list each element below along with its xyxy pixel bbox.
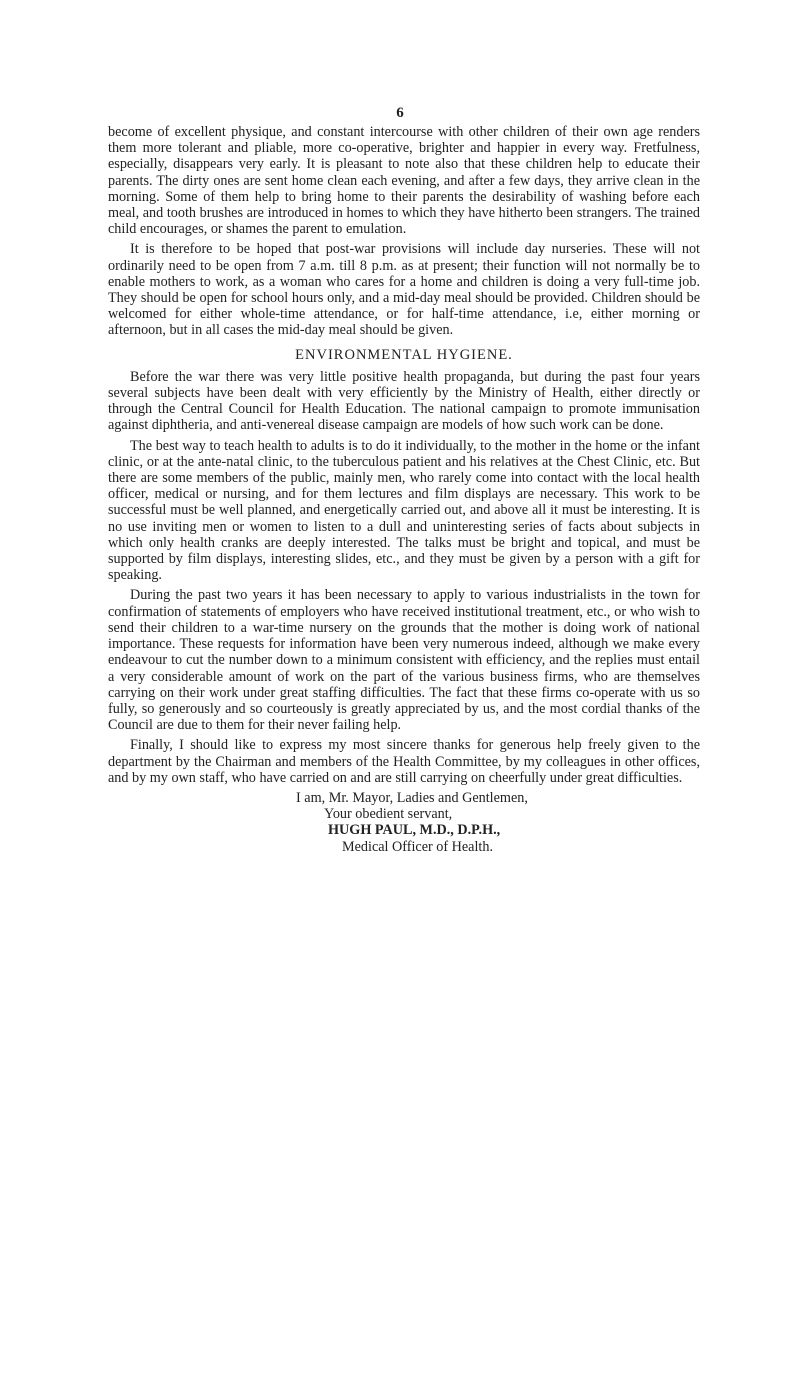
valediction: Your obedient servant, — [324, 806, 453, 823]
signatory-title: Medical Officer of Health. — [342, 838, 494, 855]
paragraph: become of excellent physique, and constant intercourse with other children of their own age renders them more tolerant and pliable, more co-operative, brighter and happier in every way. Fretfulness, especially, disappears very early. It is pleasant to note also that these children help to educate their parents. The dirty ones are sent home clean each evening, and after a few days, they arrive clean in the morning. Some of them help to bring home to their parents the desirability of washing before each meal, and tooth brushes are introduced in homes to which they have hitherto been strangers. The trained child encourages, or shames the parent to emulation. — [108, 124, 700, 238]
paragraph: Before the war there was very little positive health propaganda, but during the past four years several subjects have been dealt with very efficiently by the Ministry of Health, either directly or through the Central Council for Health Education. The national campaign to promote immunisation against diphtheria, and anti-venereal disease campaign are models of how such work can be done. — [108, 368, 700, 434]
paragraph: Finally, I should like to express my most sincere thanks for generous help freely given to the department by the Chairman and members of the Health Committee, by my colleagues in other offices, and by my own staff, who have carried on and are still carrying on cheerfully under great difficulties. — [108, 737, 700, 786]
page-number: 6 — [396, 105, 404, 121]
paragraph: The best way to teach health to adults is to do it individually, to the mother in the home or the infant clinic, or at the ante-natal clinic, to the tuberculous patient and his relatives at the Chest Clinic, etc. But there are some members of the public, mainly men, who rarely come into contact with the local health officer, medical or nursing, and for them lectures and film displays are necessary. This work to be successful must be well planned, and energetically carried out, and above all it must be interesting. It is no use inviting men or women to listen to a dull and uninteresting series of facts about subjects in which only health cranks are deeply interested. The talks must be bright and topical, and must be supported by film displays, interesting slides, etc., and they must be given by a person with a gift for speaking. — [108, 437, 700, 584]
salutation: I am, Mr. Mayor, Ladies and Gentlemen, — [296, 789, 528, 806]
report-body — [108, 124, 700, 855]
section-heading: ENVIRONMENTAL HYGIENE. — [295, 346, 513, 363]
signatory-name: HUGH PAUL, M.D., D.P.H., — [328, 822, 501, 839]
signature-block — [108, 790, 700, 855]
paragraph: It is therefore to be hoped that post-war provisions will include day nurseries. These will not ordinarily need to be open from 7 a.m. till 8 p.m. as at present; their function will not normally be to enable mothers to work, as a woman who cares for a home and children is doing a very full-time job. They should be open for school hours only, and a mid-day meal should be provided. Children should be welcomed for either whole-time attendance, or for half-time attendance, i.e, either morning or afternoon, but in all cases the mid-day meal should be given. — [108, 241, 700, 339]
paragraph: During the past two years it has been necessary to apply to various industrialists in the town for confirmation of statements of employers who have received institutional treatment, etc., or who wish to send their children to a war-time nursery on the grounds that the mother is doing work of national importance. These requests for information have been very numerous indeed, although we make every endeavour to cut the number down to a minimum consistent with efficiency, and the replies must entail a very considerable amount of work on the part of the various business firms, who are themselves carrying on their work under great staffing difficulties. The fact that these firms co-operate with us so fully, so generously and so courteously is greatly appreciated by us, and the most cordial thanks of the Council are due to them for their never failing help. — [108, 587, 700, 734]
